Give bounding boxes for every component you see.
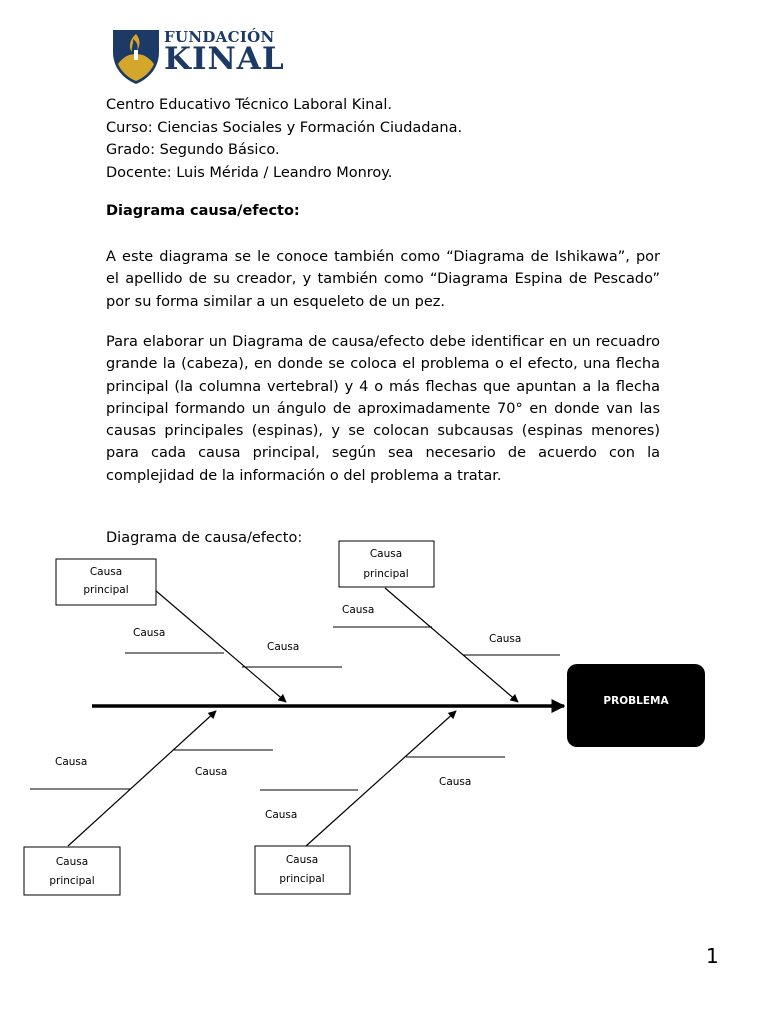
main-cause-label: Causa (89, 566, 123, 578)
main-cause-box (24, 847, 120, 895)
subcause-label: Causa (195, 766, 228, 778)
problem-label: PROBLEMA (603, 695, 669, 707)
main-cause-box (255, 846, 350, 894)
subcause-label: Causa (265, 809, 298, 821)
logo-text-kinal: KINAL (164, 41, 285, 77)
paragraph-instructions: Para elaborar un Diagrama de causa/efecto debe identificar en un recuadro grande la (cabeza), en donde se coloca el problema o el efecto, una flecha principal (la columna vertebral) y 4 o más flechas que apuntan a la flecha principal formando un ángulo de aproximadamente 70° en donde van las causas principales (espinas), y se colocan subcausas (espinas menores) para cada causa principal, según sea necesario de acuerdo con la complejidad de la información o del problema a tratar. (106, 334, 660, 484)
section-title: Diagrama causa/efecto: (106, 203, 300, 219)
bone-bottom-right (306, 711, 456, 846)
main-cause-label: Causa (285, 854, 319, 866)
grade-line: Grado: Segundo Básico. (106, 142, 280, 158)
logo-text-fundacion: FUNDACIÓN (164, 28, 275, 46)
diagram-title: Diagrama de causa/efecto: (106, 530, 303, 546)
bone-top-right (385, 588, 518, 702)
main-cause-label: principal (363, 568, 409, 580)
subcause-label: Causa (439, 776, 472, 788)
subcause-label: Causa (342, 604, 375, 616)
paragraph-ishikawa: A este diagrama se le conoce también como “Diagrama de Ishikawa”, por el apellido de su creador, y también como “Diagrama Espina de Pescado” por su forma similar a un esqueleto de un pez. (106, 249, 660, 310)
subcause-label: Causa (267, 641, 300, 653)
course-line: Curso: Ciencias Sociales y Formación Ciudadana. (106, 119, 463, 136)
main-cause-label: Causa (55, 856, 89, 868)
subcause-label: Causa (489, 633, 522, 645)
school-name: Centro Educativo Técnico Laboral Kinal. (106, 97, 392, 113)
teacher-line: Docente: Luis Mérida / Leandro Monroy. (106, 164, 393, 181)
subcause-label: Causa (133, 627, 166, 639)
bone-bottom-left (68, 711, 216, 846)
main-cause-label: Causa (369, 548, 403, 560)
main-cause-box (339, 541, 434, 587)
page-number: 1 (706, 944, 719, 968)
subcause-label: Causa (55, 756, 88, 768)
main-cause-box (56, 559, 156, 605)
main-cause-label: principal (49, 875, 95, 887)
main-cause-label: principal (279, 873, 325, 885)
main-cause-label: principal (83, 584, 129, 596)
